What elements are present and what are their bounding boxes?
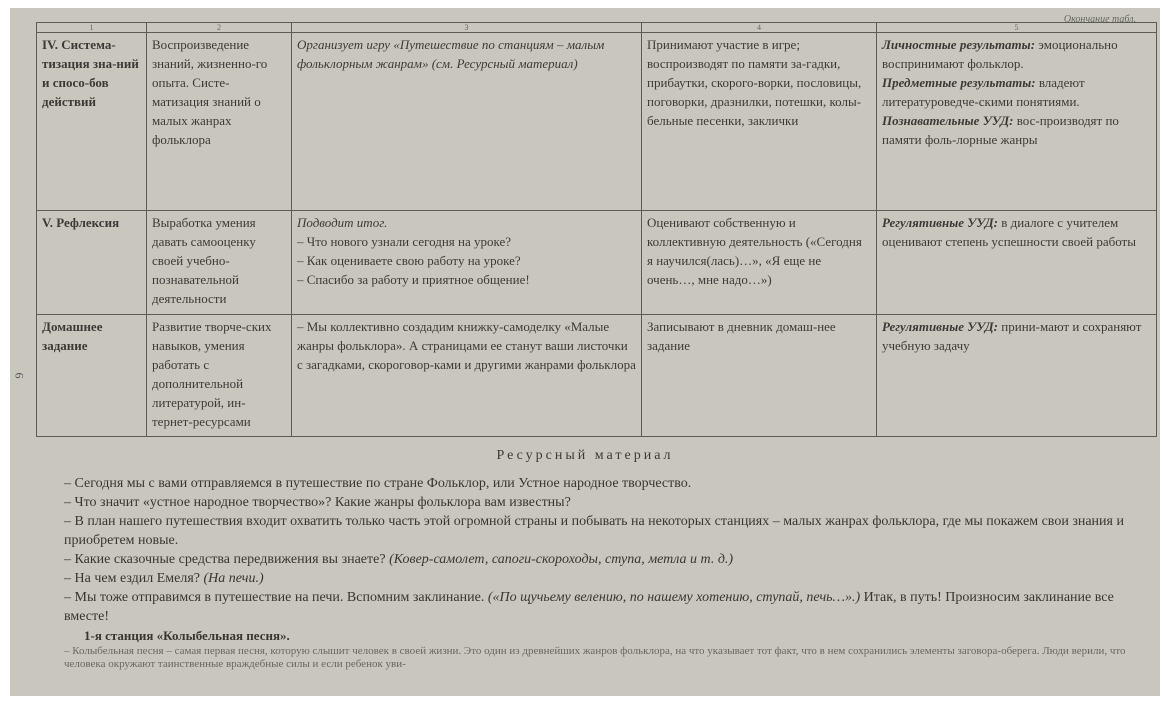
paragraph — [40, 569, 1145, 588]
continuation-note: Окончание табл. — [1063, 14, 1136, 25]
teacher-activity-cell: – Мы коллективно создадим книжку-самоделку «Малые жанры фольклора». А страницами ее станут ваши листочки с загадками, скороговор-ками и другими жанрами фольклора — [292, 315, 642, 437]
result-text: вос-производят по памяти фоль-лорные жанры — [882, 113, 1119, 147]
column-number: 2 — [147, 23, 292, 33]
result-text: владеют литературоведче-скими понятиями. — [882, 75, 1085, 109]
paragraph — [40, 588, 1145, 626]
paragraph-text: – Мы тоже отправимся в путешествие на печи. Вспомним заклинание. — [64, 590, 488, 605]
result-label: Личностные результаты: — [882, 37, 1036, 52]
column-number: 3 — [292, 23, 642, 33]
goal-cell: Развитие творче-ских навыков, умения работать с дополнительной литературой, ин-тернет-ресурсами — [147, 315, 292, 437]
goal-cell: Воспроизведение знаний, жизненно-го опыта. Систе-матизация знаний о малых жанрах фольклора — [147, 33, 292, 211]
goal-cell: Выработка умения давать самооценку своей учебно-познавательной деятельности — [147, 211, 292, 315]
result-label: Регулятивные УУД: — [882, 319, 999, 334]
column-number: 1 — [37, 23, 147, 33]
column-number: 4 — [642, 23, 877, 33]
teacher-question: – Как оцениваете свою работу на уроке? — [297, 253, 521, 268]
table-row — [37, 211, 1157, 315]
result-text: прини-мают и сохраняют учебную задачу — [882, 319, 1142, 353]
results-cell — [877, 211, 1157, 315]
book-page — [10, 8, 1160, 696]
side-page-number: 6 — [12, 372, 27, 379]
teacher-question: – Что нового узнали сегодня на уроке? — [297, 234, 512, 249]
student-activity-cell: Принимают участие в игре; воспроизводят по памяти за-гадки, прибаутки, скорого-ворки, пословицы, поговорки, дразнилки, потешки, колы-бельные песенки, заклички — [642, 33, 877, 211]
results-cell — [877, 315, 1157, 437]
stage-cell: Домашнее задание — [37, 315, 147, 437]
column-number-row — [37, 23, 1157, 33]
result-label: Познавательные УУД: — [882, 113, 1014, 128]
table-row — [37, 33, 1157, 211]
paragraph-answer: (Ковер-самолет, сапоги-скороходы, ступа, метла и т. д.) — [389, 552, 734, 567]
paragraph: – Что значит «устное народное творчество»? Какие жанры фольклора вам известны? — [64, 495, 571, 510]
paragraph: – Колыбельная песня – самая первая песня, которую слышит человек в своей жизни. Это один из древнейших жанров фольклора, на что указывает тот факт, что в нем сохранились элементы заговора-оберега. Люди верили, что человека окружают таинственные враждебные силы и если ребенок уви- — [64, 645, 1126, 670]
teacher-question: – Спасибо за работу и приятное общение! — [297, 272, 530, 287]
stage-cell: V. Рефлексия — [37, 211, 147, 315]
paragraph-answer: (На печи.) — [203, 571, 264, 586]
paragraph: – В план нашего путешествия входит охватить только часть этой огромной страны и побывать на некоторых станциях – малых жанрах фольклора, где мы покажем свои знания и приобретем новые. — [64, 514, 1124, 548]
teacher-activity-cell: Организует игру «Путешествие по станциям – малым фольклорным жанрам» (см. Ресурсный материал) — [292, 33, 642, 211]
paragraph — [40, 550, 1145, 569]
paragraph-text: – На чем ездил Емеля? — [64, 571, 204, 586]
paragraph-text: Итак, в путь! Произносим заклинание все вместе! — [64, 590, 1114, 624]
lesson-table — [36, 22, 1157, 437]
paragraph-text: – Какие сказочные средства передвижения вы знаете? — [64, 552, 390, 567]
student-activity-cell: Записывают в дневник домаш-нее задание — [642, 315, 877, 437]
station-title: 1-я станция «Колыбельная песня». — [84, 628, 290, 643]
resource-body — [40, 474, 1145, 671]
result-label: Предметные результаты: — [882, 75, 1036, 90]
paragraph: – Сегодня мы с вами отправляемся в путешествие по стране Фольклор, или Устное народное творчество. — [64, 476, 692, 491]
teacher-activity-cell — [292, 211, 642, 315]
result-text: в диалоге с учителем оценивают степень успешности своей работы — [882, 215, 1136, 249]
paragraph-answer: («По щучьему велению, по нашему хотению, ступай, печь…».) — [487, 590, 861, 605]
table-row — [37, 315, 1157, 437]
teacher-summary-title: Подводит итог. — [297, 215, 388, 230]
student-activity-cell: Оценивают собственную и коллективную деятельность («Сегодня я научился(лась)…», «Я еще не очень…, мне надо…») — [642, 211, 877, 315]
column-number: 5 — [877, 23, 1157, 33]
result-text: эмоционально воспринимают фольклор. — [882, 37, 1118, 71]
resource-title: Ресурсный материал — [496, 448, 674, 463]
stage-cell: IV. Система-тизация зна-ний и спосо-бов действий — [37, 33, 147, 211]
results-cell — [877, 33, 1157, 211]
result-label: Регулятивные УУД: — [882, 215, 999, 230]
